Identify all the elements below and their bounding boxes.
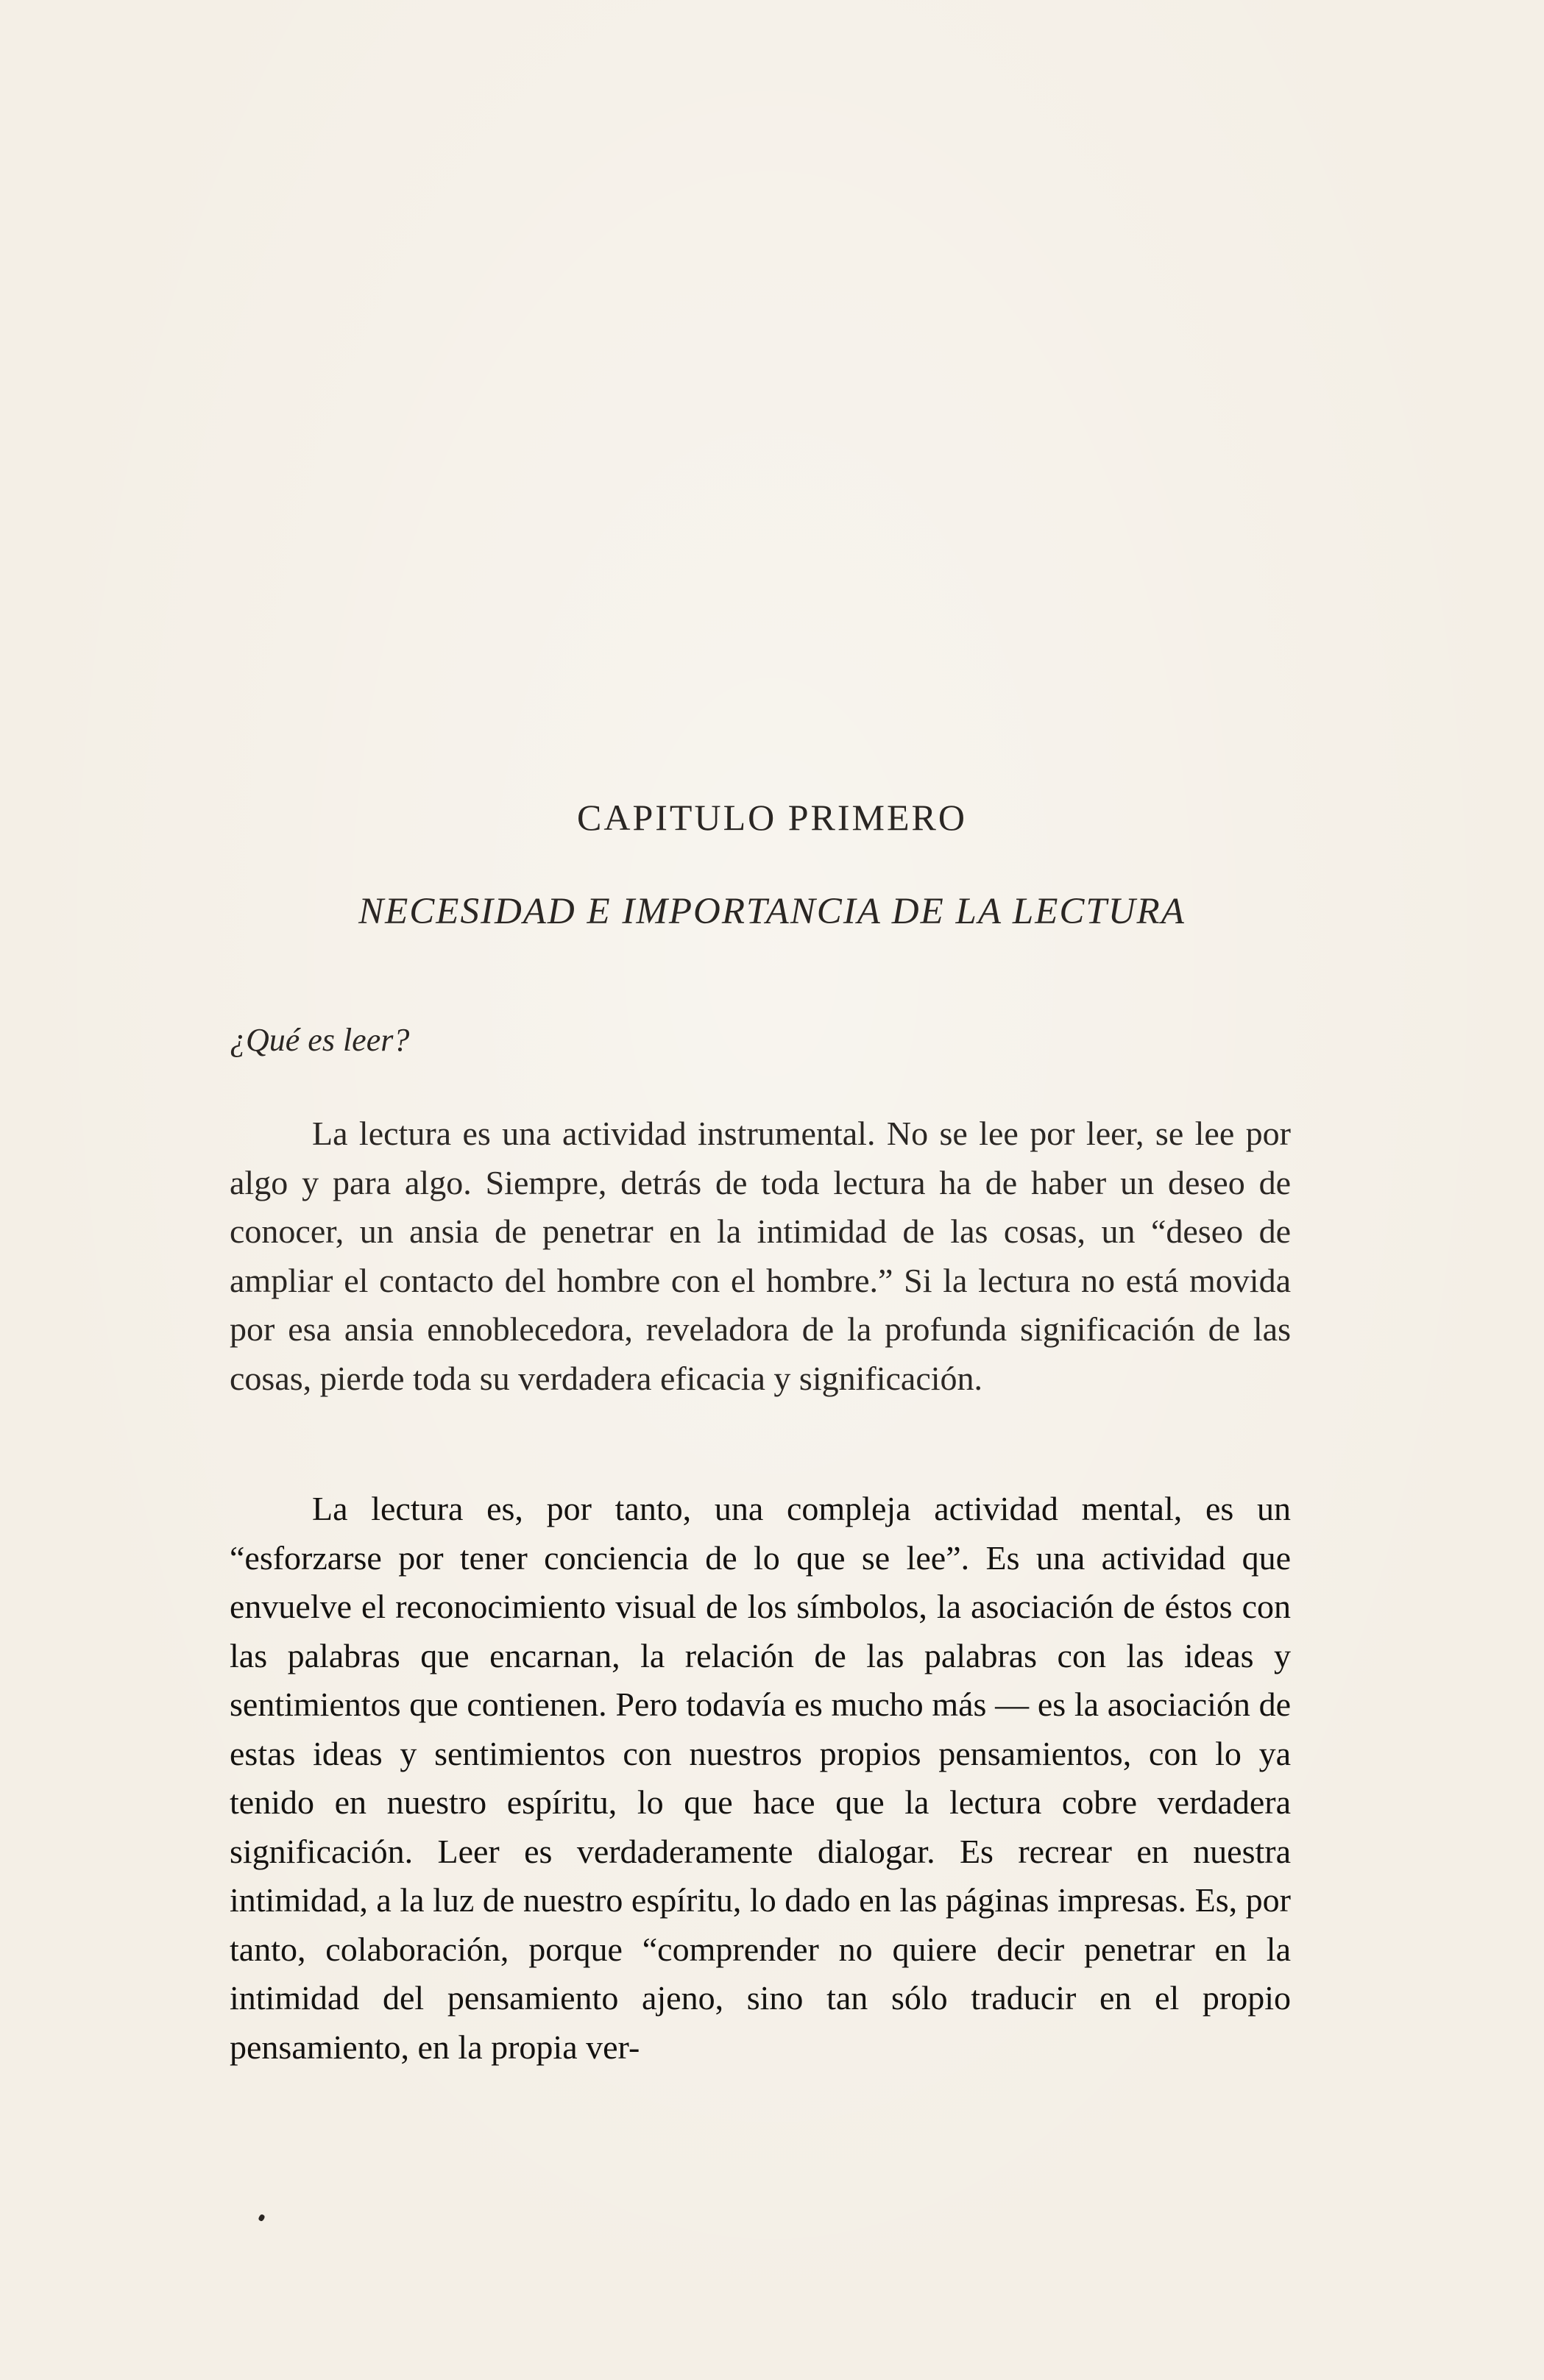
- paragraph-1: La lectura es una actividad instrumental. No se lee por leer, se lee por algo y para algo. Siempre, detrás de toda lectura ha de haber un deseo de conocer, un ansia de penetrar en la intimidad de las cosas, un “deseo de ampliar el contacto del hombre con el hombre.” Si la lectura no está movida por esa ansia ennoblecedora, reveladora de la profunda significación de las cosas, pierde toda su verdadera eficacia y significación.: [230, 1115, 1291, 1397]
- chapter-number-heading: CAPITULO PRIMERO: [577, 797, 967, 838]
- paragraph-2: La lectura es, por tanto, una compleja actividad mental, es un “esforzarse por tener conciencia de lo que se lee”. Es una actividad que envuelve el reconocimiento visual de los símbolos, la asociación de éstos con las palabras que encarnan, la relación de las palabras con las ideas y sentimientos que contienen. Pero todavía es mucho más — es la asociación de estas ideas y sentimientos con nuestros propios pensamientos, con lo ya tenido en nuestro espíritu, lo que hace que la lectura cobre verdadera significación. Leer es verdaderamente dialogar. Es recrear en nuestra intimidad, a la luz de nuestro espíritu, lo dado en las páginas impresas. Es, por tanto, colaboración, porque “comprender no quiere decir penetrar en la intimidad del pensamiento ajeno, sino tan sólo traducir en el propio pensamiento, en la propia ver-: [230, 1490, 1291, 2066]
- ink-speck-mark: [258, 2214, 266, 2222]
- section-heading: ¿Qué es leer?: [230, 1022, 410, 1058]
- chapter-title: NECESIDAD E IMPORTANCIA DE LA LECTURA: [358, 891, 1186, 932]
